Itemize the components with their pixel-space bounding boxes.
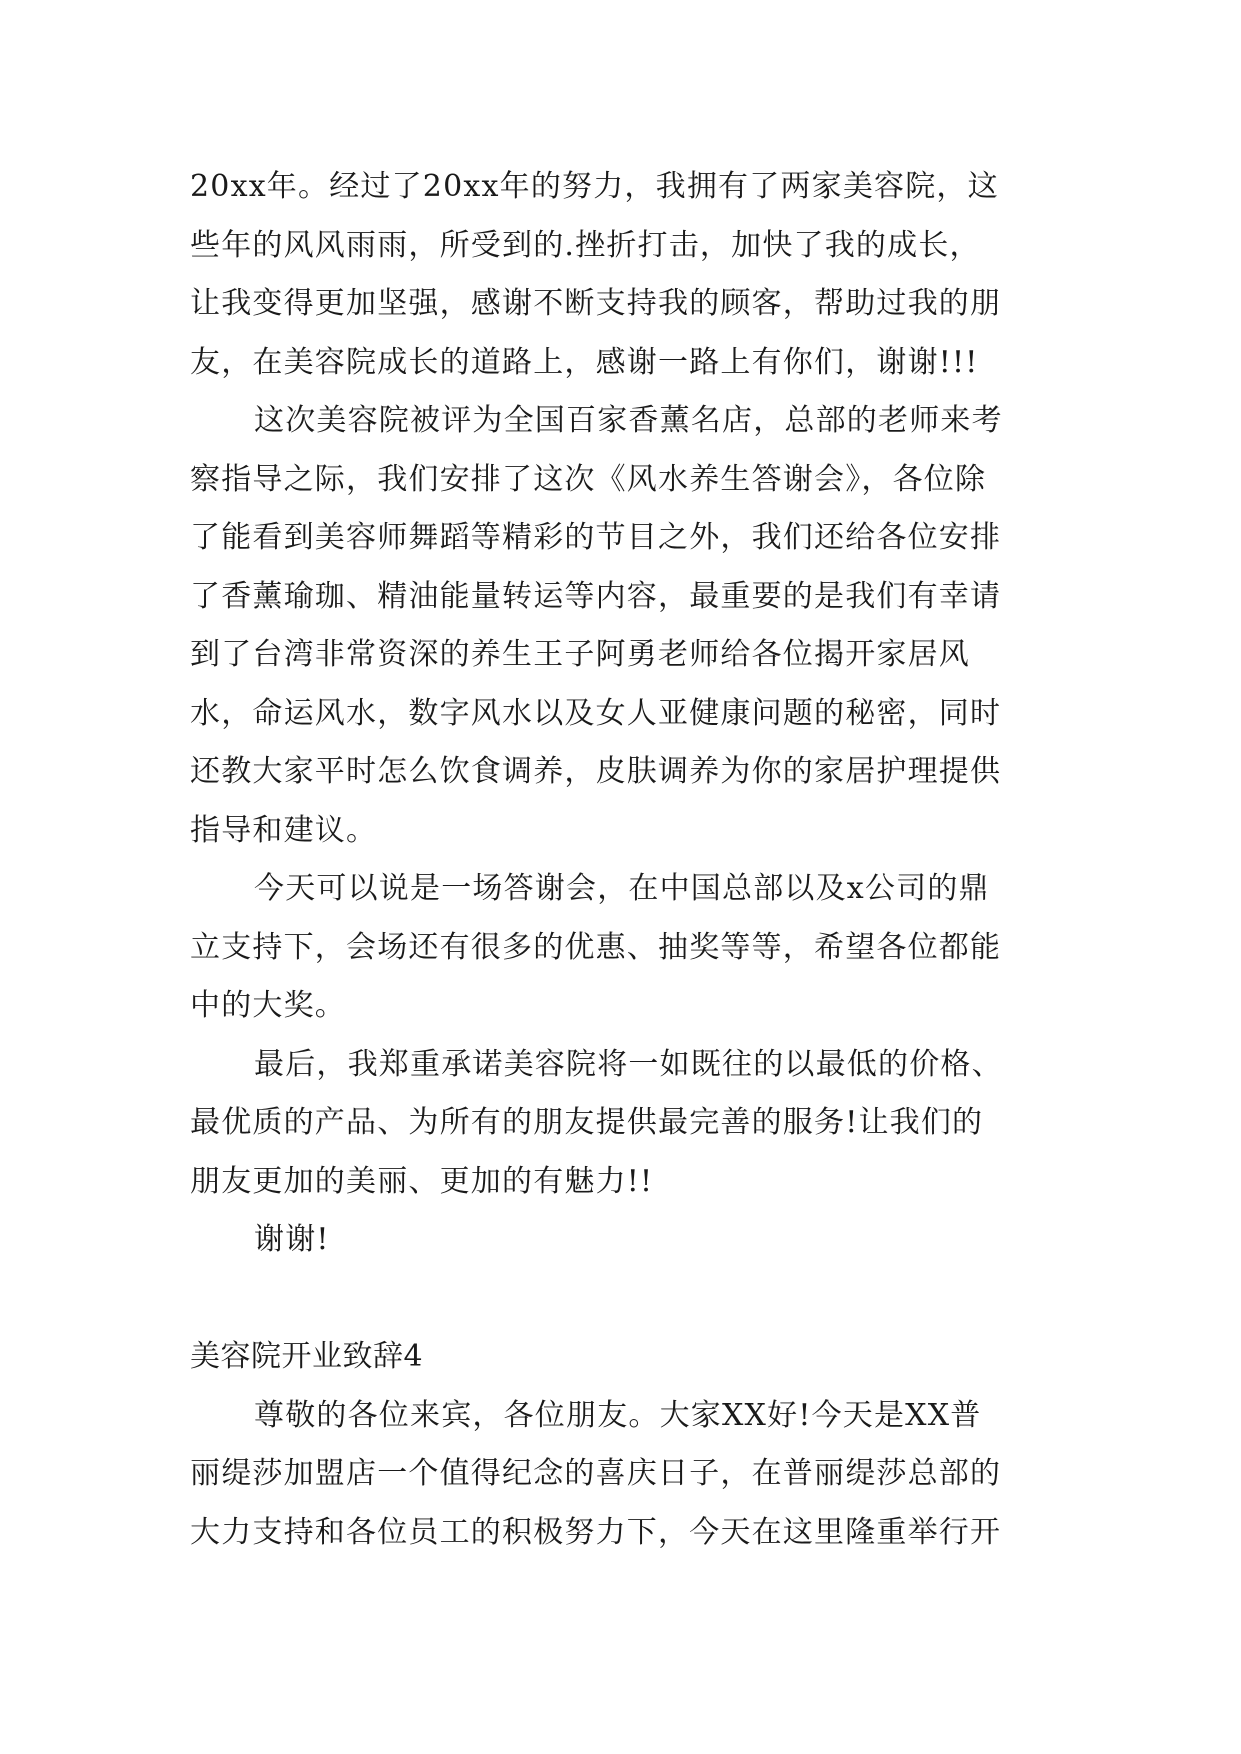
- text-line: 友，在美容院成长的道路上，感谢一路上有你们，谢谢!!!: [190, 344, 979, 380]
- paragraph-first-line: 尊敬的各位来宾，各位朋友。大家XX好!今天是XX普: [254, 1397, 982, 1433]
- text-line: 20xx年。经过了20xx年的努力，我拥有了两家美容院，这: [190, 169, 999, 204]
- text-line: 指导和建议。: [190, 812, 378, 848]
- text-line: 让我变得更加坚强，感谢不断支持我的顾客，帮助过我的朋: [190, 286, 1002, 321]
- text-line: 了香薰瑜珈、精油能量转运等内容，最重要的是我们有幸请: [190, 578, 1002, 614]
- text-line: 察指导之际，我们安排了这次《风水养生答谢会》，各位除: [190, 461, 987, 497]
- text-line: 水，命运风水，数字风水以及女人亚健康问题的秘密，同时: [190, 695, 1002, 731]
- text-line: 了能看到美容师舞蹈等精彩的节目之外，我们还给各位安排: [190, 520, 1002, 555]
- paragraph-first-line: 这次美容院被评为全国百家香薰名店，总部的老师来考: [254, 403, 1003, 438]
- section-heading: 美容院开业致辞4: [190, 1339, 424, 1374]
- paragraph-first-line: 今天可以说是一场答谢会，在中国总部以及x公司的鼎: [254, 871, 990, 906]
- text-line: 立支持下，会场还有很多的优惠、抽奖等等，希望各位都能: [190, 929, 1002, 965]
- text-line: 到了台湾非常资深的养生王子阿勇老师给各位揭开家居风: [190, 637, 970, 672]
- text-line: 些年的风风雨雨，所受到的.挫折打击，加快了我的成长，: [190, 227, 981, 263]
- text-line: 丽缇莎加盟店一个值得纪念的喜庆日子，在普丽缇莎总部的: [190, 1456, 1002, 1491]
- document-body: [190, 158, 1070, 1562]
- text-line: 朋友更加的美丽、更加的有魅力!!: [190, 1163, 654, 1199]
- closing-thanks: 谢谢!: [254, 1222, 330, 1257]
- text-line: 最优质的产品、为所有的朋友提供最完善的服务!让我们的: [190, 1105, 984, 1140]
- section-spacer: [190, 1270, 1070, 1329]
- text-line: 中的大奖。: [190, 988, 346, 1023]
- text-line: 大力支持和各位员工的积极努力下，今天在这里隆重举行开: [190, 1514, 1002, 1550]
- paragraph-first-line: 最后，我郑重承诺美容院将一如既往的以最低的价格、: [254, 1046, 1003, 1082]
- text-line: 还教大家平时怎么饮食调养，皮肤调养为你的家居护理提供: [190, 754, 1002, 789]
